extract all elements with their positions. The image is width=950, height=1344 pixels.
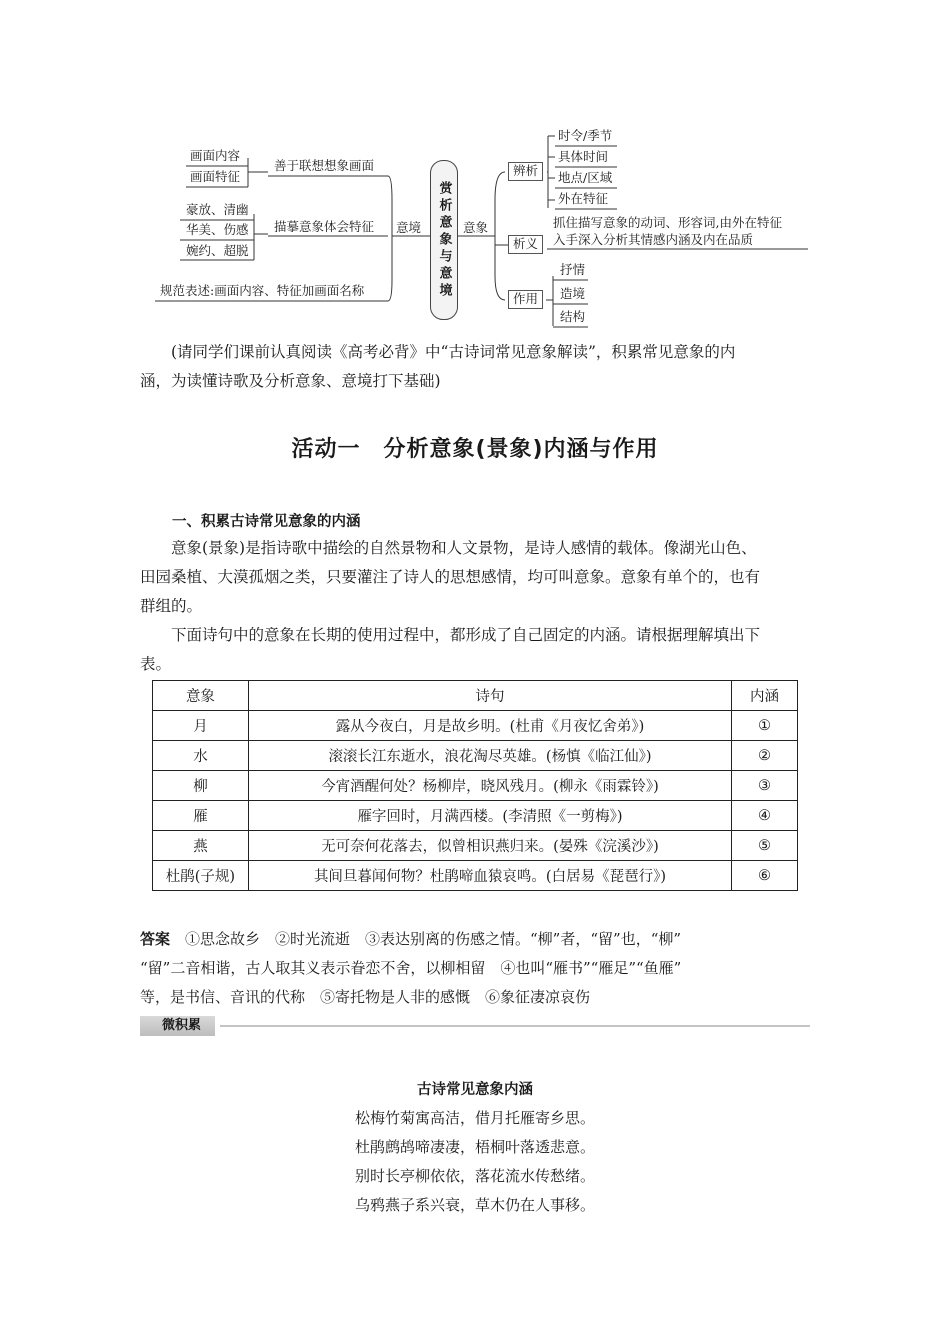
table-cell: 其间旦暮闻何物？杜鹃啼血猿哀鸣。(白居易《琵琶行》) bbox=[248, 861, 731, 891]
intro-line: 涵，为读懂诗歌及分析意象、意境打下基础) bbox=[140, 372, 441, 390]
table-row bbox=[153, 771, 798, 801]
table-cell: 雁 bbox=[153, 801, 249, 831]
paragraph-line: 田园桑植、大漠孤烟之类，只要灌注了诗人的思想感情，均可叫意象。意象有单个的，也有 bbox=[140, 568, 761, 586]
answer-line: 等，是书信、音讯的代称 ⑤寄托物是人非的感慨 ⑥象征凄凉哀伤 bbox=[140, 988, 591, 1006]
mindmap-item: 画面内容 bbox=[190, 148, 241, 163]
answer-line bbox=[140, 925, 812, 954]
table-cell: 露从今夜白，月是故乡明。(杜甫《月夜忆舍弟》) bbox=[248, 711, 731, 741]
table-cell: 无可奈何花落去，似曾相识燕归来。(晏殊《浣溪沙》) bbox=[248, 831, 731, 861]
table-cell: 雁字回时，月满西楼。(李清照《一剪梅》) bbox=[248, 801, 731, 831]
mindmap-item: 抒情 bbox=[560, 262, 586, 277]
table-cell: ② bbox=[732, 741, 798, 771]
poem-line: 松梅竹菊寓高洁，借月托雁寄乡思。 bbox=[354, 1109, 595, 1127]
section-heading: 一、积累古诗常见意象的内涵 bbox=[172, 514, 361, 530]
paragraph-line: 下面诗句中的意象在长期的使用过程中，都形成了自己固定的内涵。请根据理解填出下 bbox=[171, 626, 761, 644]
table-cell: 柳 bbox=[153, 771, 249, 801]
paragraph-line: 意象(景象)是指诗歌中描绘的自然景物和人文景物，是诗人感情的载体。像湖光山色、 bbox=[171, 539, 757, 557]
intro-line: (请同学们课前认真阅读《高考必背》中“古诗词常见意象解读”，积累常见意象的内 bbox=[171, 343, 736, 361]
mindmap-joint-label: 意境 bbox=[396, 220, 422, 235]
table-row bbox=[153, 711, 798, 741]
mindmap-branch-label: 规范表述:画面内容、特征加画面名称 bbox=[160, 283, 365, 298]
mindmap-item: 婉约、超脱 bbox=[186, 243, 249, 258]
poem-title: 古诗常见意象内涵 bbox=[417, 1082, 533, 1098]
mindmap-item: 地点/区域 bbox=[558, 170, 613, 185]
mindmap-item: 具体时间 bbox=[558, 149, 609, 164]
mindmap-center-label: 赏析意象与意境 bbox=[436, 180, 452, 300]
mindmap-item: 豪放、清幽 bbox=[186, 202, 249, 217]
mindmap-lines bbox=[0, 0, 950, 340]
table-header-cell: 诗句 bbox=[248, 681, 731, 711]
answer-label: 答案 bbox=[140, 930, 171, 948]
mindmap-branch-label: 善于联想想象画面 bbox=[274, 158, 375, 173]
poem-line: 别时长亭柳依依，落花流水传愁绪。 bbox=[354, 1167, 595, 1185]
table-header-row bbox=[153, 681, 798, 711]
mindmap-center-node bbox=[430, 160, 458, 320]
imagery-table bbox=[152, 680, 798, 891]
table-cell: ① bbox=[732, 711, 798, 741]
accum-label: 微积累 bbox=[140, 1016, 215, 1036]
table-cell: 滚滚长江东逝水，浪花淘尽英雄。(杨慎《临江仙》) bbox=[248, 741, 731, 771]
mindmap-node-bianxi: 辨析 bbox=[508, 162, 543, 181]
answer-text: ①思念故乡 ②时光流逝 ③表达别离的伤感之情。“柳”者，“留”也，“柳” bbox=[170, 930, 682, 948]
table-cell: 月 bbox=[153, 711, 249, 741]
intro-paragraph bbox=[140, 338, 820, 396]
table-cell: ⑤ bbox=[732, 831, 798, 861]
table-row bbox=[153, 861, 798, 891]
paragraph-line: 群组的。 bbox=[140, 597, 203, 615]
table-cell: ④ bbox=[732, 801, 798, 831]
mindmap-node-zuoyong: 作用 bbox=[508, 290, 543, 309]
table-cell: 水 bbox=[153, 741, 249, 771]
mindmap-joint-label: 意象 bbox=[463, 220, 489, 235]
mindmap-item: 结构 bbox=[560, 309, 586, 324]
table-cell: ③ bbox=[732, 771, 798, 801]
mindmap-node-xiyi: 析义 bbox=[508, 235, 543, 254]
table-header-cell: 内涵 bbox=[732, 681, 798, 711]
table-header-cell: 意象 bbox=[153, 681, 249, 711]
table-row bbox=[153, 801, 798, 831]
answer-block bbox=[140, 925, 812, 1012]
paragraph-line: 表。 bbox=[140, 655, 172, 673]
answer-line: “留”二音相谐，古人取其义表示眷恋不舍，以柳相留 ④也叫“雁书”“雁足”“鱼雁” bbox=[140, 959, 682, 977]
activity-title: 活动一 分析意象(景象)内涵与作用 bbox=[291, 437, 659, 462]
mindmap-xiyi-text: 入手深入分析其情感内涵及内在品质 bbox=[553, 232, 754, 247]
poem-line: 杜鹃鹧鸪啼凄凄，梧桐叶落透悲意。 bbox=[354, 1138, 595, 1156]
mindmap-item: 时令/季节 bbox=[558, 128, 613, 143]
accum-divider bbox=[140, 1016, 810, 1036]
table-cell: 杜鹃(子规) bbox=[153, 861, 249, 891]
mindmap-xiyi-text: 抓住描写意象的动词、形容词,由外在特征 bbox=[553, 215, 782, 230]
table-row bbox=[153, 741, 798, 771]
table-cell: 燕 bbox=[153, 831, 249, 861]
poem-line: 乌鸦燕子系兴衰，草木仍在人事移。 bbox=[354, 1196, 595, 1214]
mindmap-item: 画面特征 bbox=[190, 169, 241, 184]
table-cell: 今宵酒醒何处？杨柳岸，晓风残月。(柳永《雨霖铃》) bbox=[248, 771, 731, 801]
mindmap-item: 华美、伤感 bbox=[186, 222, 249, 237]
mindmap-item: 外在特征 bbox=[558, 191, 609, 206]
mindmap-branch-label: 描摹意象体会特征 bbox=[274, 219, 375, 234]
table-cell: ⑥ bbox=[732, 861, 798, 891]
body-paragraph bbox=[140, 534, 820, 679]
mindmap-item: 造境 bbox=[560, 286, 586, 301]
table-row bbox=[153, 831, 798, 861]
